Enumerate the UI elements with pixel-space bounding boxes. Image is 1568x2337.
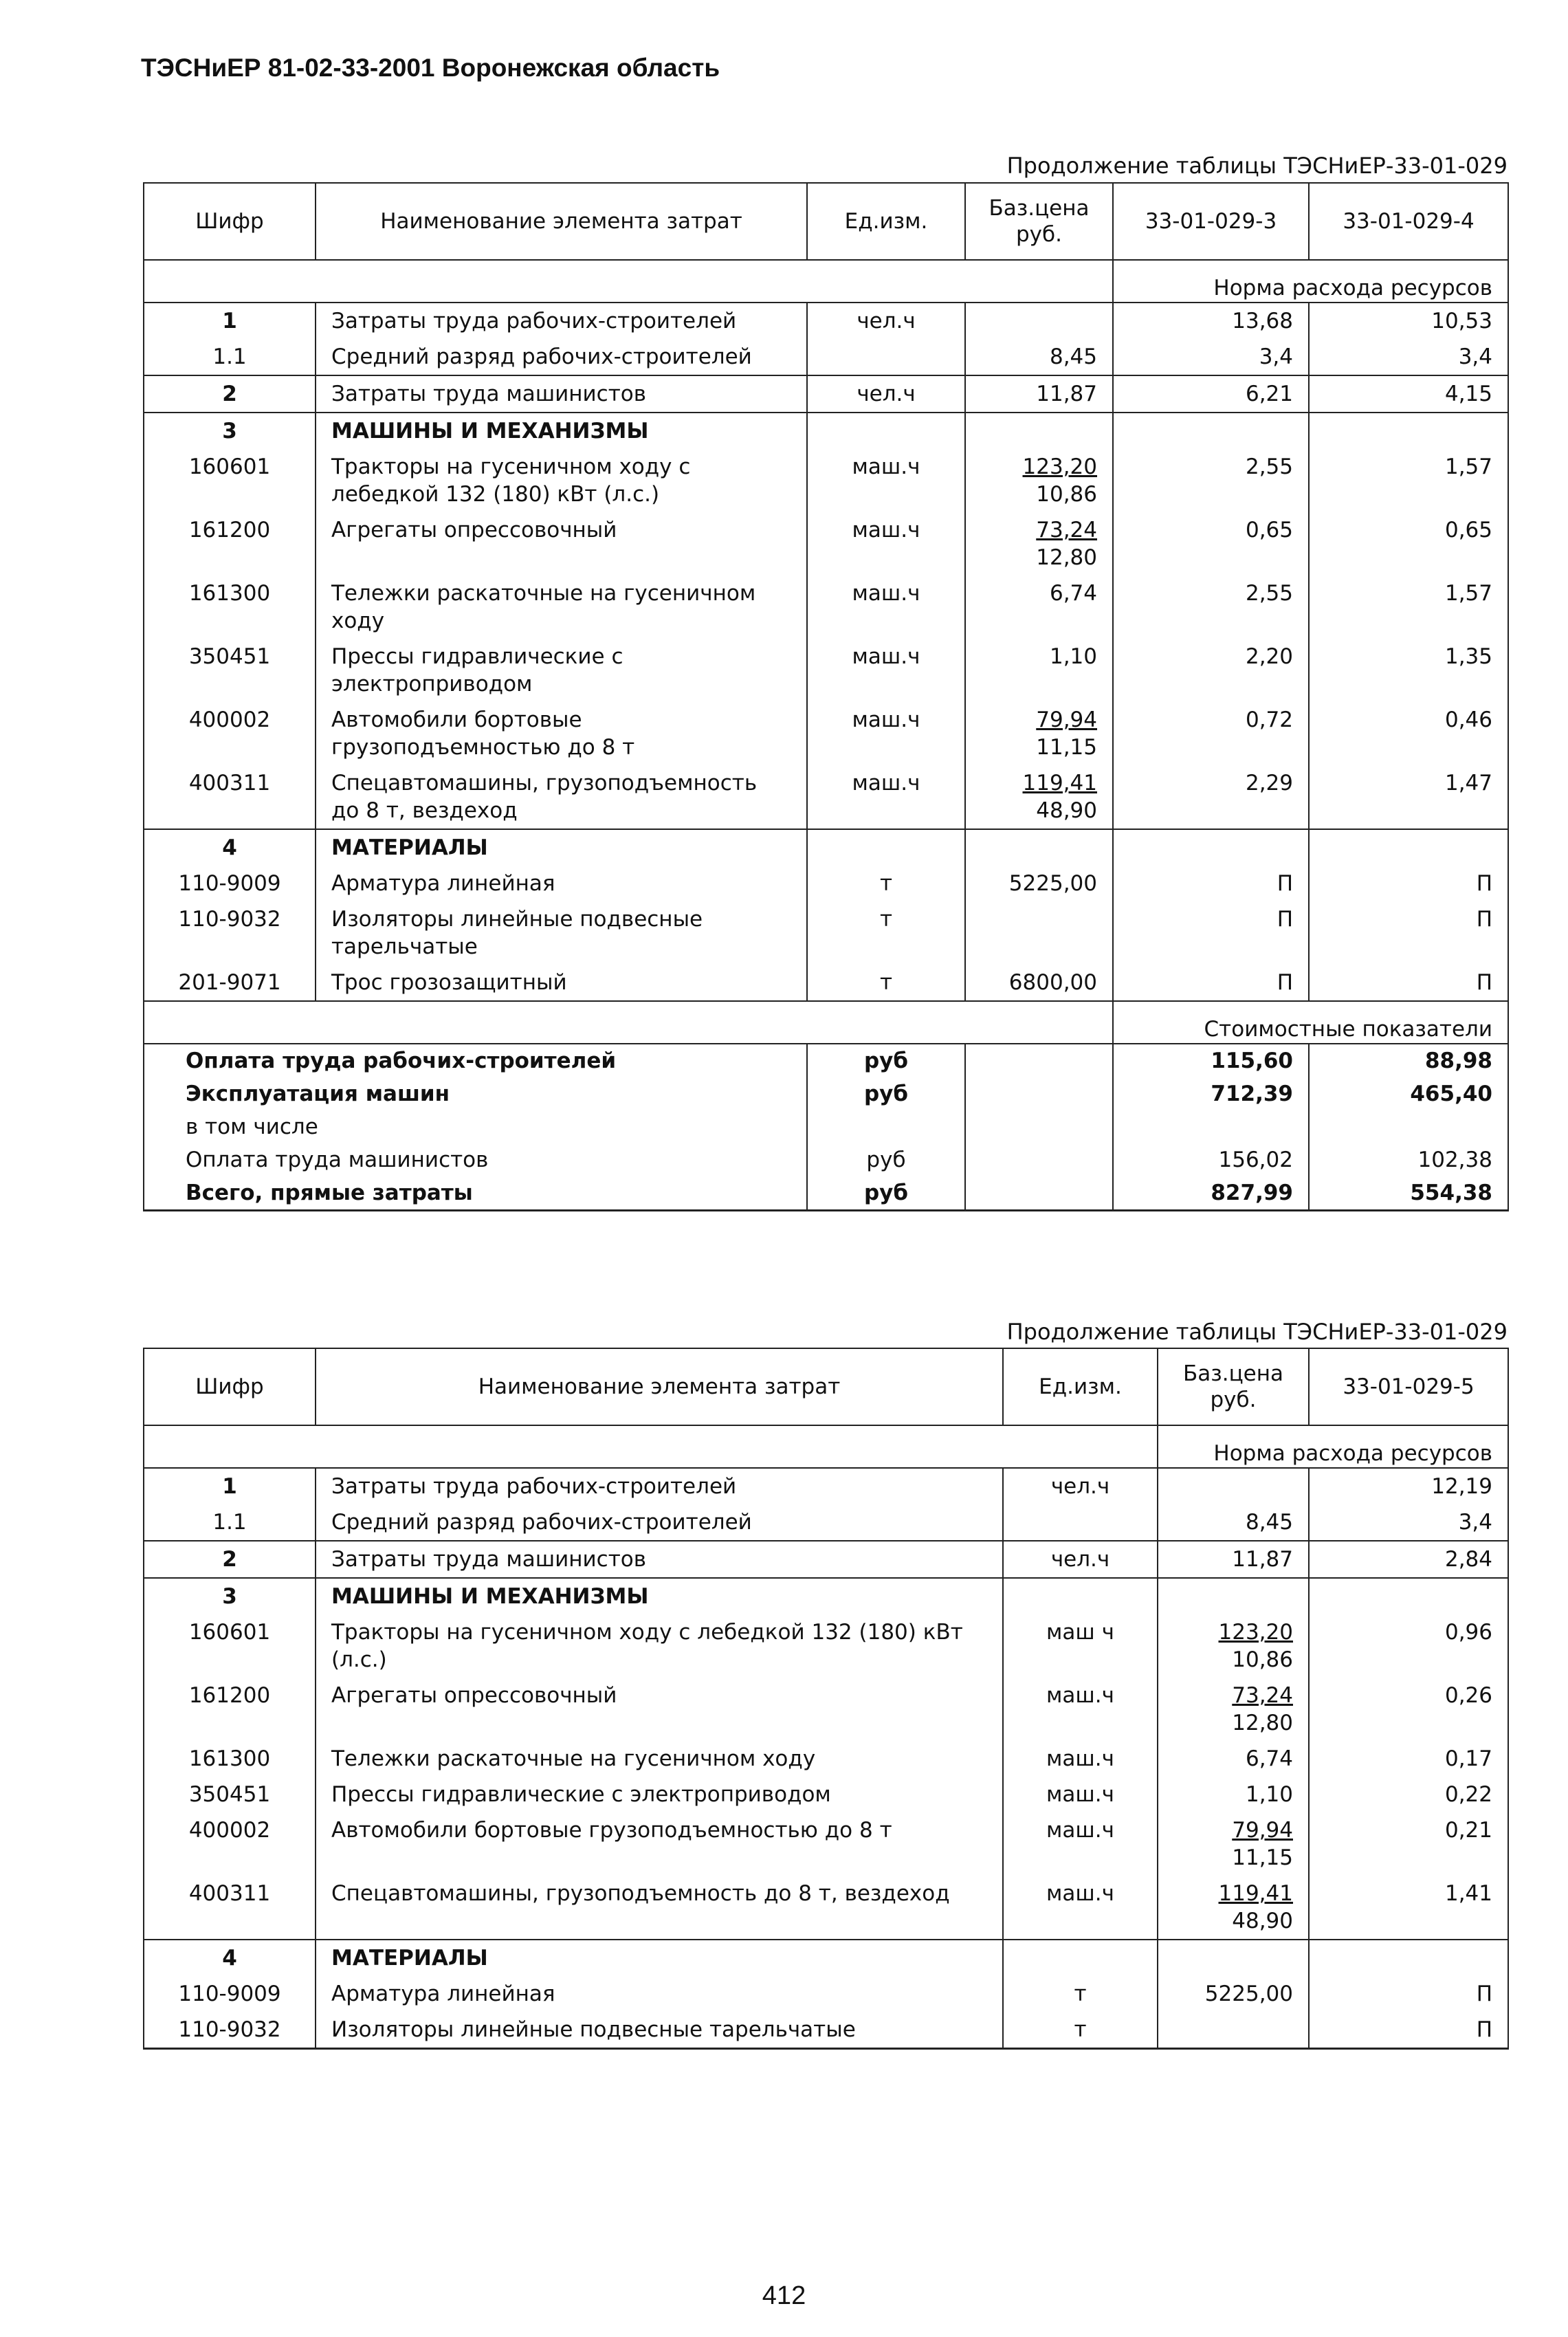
table2-continuation-caption: Продолжение таблицы ТЭСНиЕР-33-01-029 xyxy=(1006,1319,1508,1345)
norm-value-v1: 0,96 xyxy=(1309,1614,1508,1678)
resource-name: Арматура линейная xyxy=(316,1976,1003,2012)
cost-spacer xyxy=(144,1001,1113,1044)
norm-value-v1: 0,22 xyxy=(1309,1777,1508,1812)
table-row xyxy=(144,702,1508,765)
unit-cell: т xyxy=(807,866,965,901)
resource-code: 350451 xyxy=(144,1777,316,1812)
table-row xyxy=(144,1876,1508,1940)
norm-value-v1: 0,17 xyxy=(1309,1741,1508,1777)
resource-name: Трос грозозащитный xyxy=(316,965,807,1001)
unit-cell: т xyxy=(807,965,965,1001)
column-header: Наименование элемента затрат xyxy=(316,183,807,260)
norm-value-v1: 2,84 xyxy=(1309,1541,1508,1578)
norm-value-v2 xyxy=(1309,413,1508,449)
norm-value-v2: 0,65 xyxy=(1309,512,1508,575)
cost-price-empty xyxy=(965,1077,1113,1110)
column-header: Наименование элемента затрат xyxy=(316,1348,1003,1425)
norm-value-v2: 3,4 xyxy=(1309,339,1508,375)
base-price-cell xyxy=(1158,1812,1309,1876)
column-header: Ед.изм. xyxy=(807,183,965,260)
column-header: 33-01-029-4 xyxy=(1309,183,1508,260)
table-header-row xyxy=(144,183,1508,260)
norm-value-v1: 0,65 xyxy=(1113,512,1309,575)
norm-value-v1 xyxy=(1113,829,1309,866)
table-row xyxy=(144,339,1508,375)
resource-name: Автомобили бортовые грузоподъемностью до 8 т xyxy=(316,1812,1003,1876)
unit-cell: чел.ч xyxy=(1003,1468,1158,1504)
base-price-cell xyxy=(1158,1741,1309,1777)
norm-value-v1: 1,41 xyxy=(1309,1876,1508,1940)
norm-value-v1 xyxy=(1309,1940,1508,1976)
table-row xyxy=(144,1678,1508,1741)
base-price-value: 73,24 xyxy=(1036,518,1097,542)
resource-code: 161300 xyxy=(144,1741,316,1777)
cost-row xyxy=(144,1143,1508,1176)
table-row xyxy=(144,449,1508,512)
cost-label-row xyxy=(144,1001,1508,1044)
resource-code: 400002 xyxy=(144,1812,316,1876)
cost-unit xyxy=(807,1110,965,1143)
unit-cell: чел.ч xyxy=(1003,1541,1158,1578)
base-price-wage-value: 12,80 xyxy=(1232,1711,1293,1735)
resource-name: Спецавтомашины, грузоподъемность до 8 т, вездеход xyxy=(316,1876,1003,1940)
resource-name: Изоляторы линейные подвесные тарельчатые xyxy=(316,901,807,965)
base-price-cell xyxy=(1158,1940,1309,1976)
resource-name: Спецавтомашины, грузоподъемность до 8 т, вездеход xyxy=(316,765,807,829)
norm-value-v2: 1,47 xyxy=(1309,765,1508,829)
base-price-value: 5225,00 xyxy=(1008,871,1097,896)
table-row xyxy=(144,413,1508,449)
resource-name: МАШИНЫ И МЕХАНИЗМЫ xyxy=(316,1578,1003,1614)
resource-name: Прессы гидравлические с электроприводом xyxy=(316,1777,1003,1812)
resource-name: Затраты труда машинистов xyxy=(316,1541,1003,1578)
base-price-value: 1,10 xyxy=(1245,1782,1293,1807)
unit-cell: маш.ч xyxy=(807,575,965,639)
resource-code: 2 xyxy=(144,375,316,413)
table-row xyxy=(144,1741,1508,1777)
base-price-cell xyxy=(965,303,1113,339)
cost-row xyxy=(144,1110,1508,1143)
table-row xyxy=(144,765,1508,829)
norm-value-v1: 0,72 xyxy=(1113,702,1309,765)
resource-name: Прессы гидравлические с электроприводом xyxy=(316,639,807,702)
resource-code: 350451 xyxy=(144,639,316,702)
base-price-value: 123,20 xyxy=(1218,1620,1293,1645)
resource-name: МАТЕРИАЛЫ xyxy=(316,829,807,866)
unit-cell: т xyxy=(1003,2012,1158,2049)
norm-value-v2: 10,53 xyxy=(1309,303,1508,339)
column-header: Шифр xyxy=(144,183,316,260)
norm-value-v1: 2,20 xyxy=(1113,639,1309,702)
resource-name: Агрегаты опрессовочный xyxy=(316,512,807,575)
base-price-cell xyxy=(1158,1678,1309,1741)
cost-value-v1: 712,39 xyxy=(1113,1077,1309,1110)
table-row xyxy=(144,1812,1508,1876)
table-row xyxy=(144,901,1508,965)
norm-value-v1: 0,26 xyxy=(1309,1678,1508,1741)
cost-name: Всего, прямые затраты xyxy=(144,1176,807,1211)
table-row xyxy=(144,965,1508,1001)
unit-cell xyxy=(807,339,965,375)
cost-label: Стоимостные показатели xyxy=(1113,1001,1508,1044)
table-row xyxy=(144,639,1508,702)
cost-price-empty xyxy=(965,1176,1113,1211)
norm-value-v2: 1,57 xyxy=(1309,575,1508,639)
resource-code: 110-9009 xyxy=(144,866,316,901)
column-header: Ед.изм. xyxy=(1003,1348,1158,1425)
unit-cell: маш.ч xyxy=(807,449,965,512)
resource-name: Изоляторы линейные подвесные тарельчатые xyxy=(316,2012,1003,2049)
base-price-cell xyxy=(1158,1976,1309,2012)
cost-value-v1: 156,02 xyxy=(1113,1143,1309,1176)
document-header: ТЭСНиЕР 81-02-33-2001 Воронежская область xyxy=(141,54,720,82)
resource-code: 161200 xyxy=(144,1678,316,1741)
resource-name: Автомобили бортовые грузоподъемностью до 8 т xyxy=(316,702,807,765)
cost-value-v2: 102,38 xyxy=(1309,1143,1508,1176)
base-price-value: 1,10 xyxy=(1049,644,1097,669)
cost-name: Оплата труда машинистов xyxy=(144,1143,807,1176)
unit-cell: маш.ч xyxy=(1003,1777,1158,1812)
norm-value-v1: П xyxy=(1309,2012,1508,2049)
resource-code: 2 xyxy=(144,1541,316,1578)
base-price-cell xyxy=(965,575,1113,639)
norm-value-v1: П xyxy=(1113,901,1309,965)
base-price-cell xyxy=(1158,1876,1309,1940)
norm-label: Норма расхода ресурсов xyxy=(1158,1425,1508,1468)
cost-row xyxy=(144,1077,1508,1110)
unit-cell: т xyxy=(807,901,965,965)
resource-name: Затраты труда рабочих-строителей xyxy=(316,1468,1003,1504)
column-header: Баз.цена руб. xyxy=(1158,1348,1309,1425)
norm-value-v1 xyxy=(1113,413,1309,449)
table-row xyxy=(144,1614,1508,1678)
page-number: 412 xyxy=(762,2281,806,2310)
base-price-cell xyxy=(965,449,1113,512)
cost-value-v2: 88,98 xyxy=(1309,1044,1508,1077)
resource-code: 110-9032 xyxy=(144,2012,316,2049)
cost-name: Эксплуатация машин xyxy=(144,1077,807,1110)
base-price-cell xyxy=(1158,1578,1309,1614)
column-header: Баз.цена руб. xyxy=(965,183,1113,260)
base-price-wage-value: 10,86 xyxy=(1036,482,1097,507)
resource-code: 110-9032 xyxy=(144,901,316,965)
base-price-cell xyxy=(1158,1504,1309,1541)
unit-cell xyxy=(1003,1940,1158,1976)
resource-name: МАТЕРИАЛЫ xyxy=(316,1940,1003,1976)
norm-value-v1: 3,4 xyxy=(1113,339,1309,375)
cost-value-v2: 465,40 xyxy=(1309,1077,1508,1110)
table-row xyxy=(144,512,1508,575)
norm-value-v1: 2,55 xyxy=(1113,449,1309,512)
cost-value-v1 xyxy=(1113,1110,1309,1143)
base-price-value: 79,94 xyxy=(1232,1818,1293,1843)
norm-value-v1: 6,21 xyxy=(1113,375,1309,413)
table-row xyxy=(144,1468,1508,1504)
norm-value-v1: П xyxy=(1309,1976,1508,2012)
unit-cell: маш ч xyxy=(1003,1614,1158,1678)
base-price-value: 6800,00 xyxy=(1008,970,1097,995)
column-header: 33-01-029-5 xyxy=(1309,1348,1508,1425)
table-row xyxy=(144,1541,1508,1578)
cost-value-v2 xyxy=(1309,1110,1508,1143)
cost-value-v1: 115,60 xyxy=(1113,1044,1309,1077)
base-price-cell xyxy=(965,375,1113,413)
base-price-value: 123,20 xyxy=(1022,454,1097,479)
unit-cell: маш.ч xyxy=(1003,1678,1158,1741)
resource-code: 161200 xyxy=(144,512,316,575)
base-price-cell xyxy=(965,765,1113,829)
resource-code: 1.1 xyxy=(144,339,316,375)
base-price-cell xyxy=(965,901,1113,965)
resource-name: Средний разряд рабочих-строителей xyxy=(316,1504,1003,1541)
unit-cell xyxy=(807,829,965,866)
base-price-value: 11,87 xyxy=(1232,1547,1293,1572)
resource-code: 400311 xyxy=(144,1876,316,1940)
base-price-wage-value: 48,90 xyxy=(1036,798,1097,823)
base-price-cell xyxy=(965,702,1113,765)
base-price-cell xyxy=(1158,2012,1309,2049)
base-price-wage-value: 11,15 xyxy=(1036,735,1097,760)
norm-value-v1 xyxy=(1309,1578,1508,1614)
table-row xyxy=(144,1976,1508,2012)
resource-table-1 xyxy=(143,182,1509,1211)
resource-code: 110-9009 xyxy=(144,1976,316,2012)
base-price-cell xyxy=(1158,1777,1309,1812)
base-price-cell xyxy=(965,965,1113,1001)
table-row xyxy=(144,829,1508,866)
base-price-wage-value: 48,90 xyxy=(1232,1909,1293,1933)
cost-price-empty xyxy=(965,1143,1113,1176)
base-price-value: 11,87 xyxy=(1036,382,1097,406)
norm-value-v1: П xyxy=(1113,866,1309,901)
table-header-row xyxy=(144,1348,1508,1425)
base-price-wage-value: 10,86 xyxy=(1232,1647,1293,1672)
table-row xyxy=(144,866,1508,901)
norm-value-v2 xyxy=(1309,829,1508,866)
resource-code: 3 xyxy=(144,1578,316,1614)
norm-value-v1: 12,19 xyxy=(1309,1468,1508,1504)
norm-label-row xyxy=(144,260,1508,303)
resource-name: Агрегаты опрессовочный xyxy=(316,1678,1003,1741)
cost-unit: руб xyxy=(807,1143,965,1176)
cost-value-v2: 554,38 xyxy=(1309,1176,1508,1211)
base-price-value: 79,94 xyxy=(1036,707,1097,732)
resource-code: 1.1 xyxy=(144,1504,316,1541)
unit-cell: маш.ч xyxy=(807,702,965,765)
base-price-cell xyxy=(965,339,1113,375)
base-price-cell xyxy=(965,866,1113,901)
norm-value-v1: 0,21 xyxy=(1309,1812,1508,1876)
base-price-value: 6,74 xyxy=(1245,1746,1293,1771)
norm-value-v2: П xyxy=(1309,866,1508,901)
norm-value-v2: П xyxy=(1309,965,1508,1001)
resource-name: Тракторы на гусеничном ходу с лебедкой 132 (180) кВт (л.с.) xyxy=(316,1614,1003,1678)
norm-value-v2: 4,15 xyxy=(1309,375,1508,413)
norm-value-v2: П xyxy=(1309,901,1508,965)
unit-cell xyxy=(807,413,965,449)
base-price-cell xyxy=(965,512,1113,575)
base-price-wage-value: 11,15 xyxy=(1232,1845,1293,1870)
base-price-cell xyxy=(965,829,1113,866)
norm-value-v2: 1,57 xyxy=(1309,449,1508,512)
base-price-cell xyxy=(1158,1468,1309,1504)
base-price-value: 73,24 xyxy=(1232,1683,1293,1708)
norm-value-v1: 2,29 xyxy=(1113,765,1309,829)
norm-spacer xyxy=(144,1425,1158,1468)
base-price-value: 5225,00 xyxy=(1204,1982,1293,2006)
resource-code: 1 xyxy=(144,1468,316,1504)
resource-code: 4 xyxy=(144,1940,316,1976)
norm-value-v2: 1,35 xyxy=(1309,639,1508,702)
resource-code: 3 xyxy=(144,413,316,449)
table-row xyxy=(144,1940,1508,1976)
cost-unit: руб xyxy=(807,1176,965,1211)
unit-cell: чел.ч xyxy=(807,375,965,413)
base-price-value: 119,41 xyxy=(1022,771,1097,796)
unit-cell xyxy=(1003,1578,1158,1614)
base-price-value: 6,74 xyxy=(1049,581,1097,606)
base-price-cell xyxy=(1158,1541,1309,1578)
cost-unit: руб xyxy=(807,1077,965,1110)
norm-label: Норма расхода ресурсов xyxy=(1113,260,1508,303)
resource-code: 400311 xyxy=(144,765,316,829)
cost-price-empty xyxy=(965,1044,1113,1077)
base-price-value: 119,41 xyxy=(1218,1881,1293,1906)
table-row xyxy=(144,303,1508,339)
table-row xyxy=(144,1777,1508,1812)
unit-cell: маш.ч xyxy=(1003,1812,1158,1876)
resource-code: 400002 xyxy=(144,702,316,765)
unit-cell: чел.ч xyxy=(807,303,965,339)
table-row xyxy=(144,1504,1508,1541)
resource-name: Тележки раскаточные на гусеничном ходу xyxy=(316,575,807,639)
cost-name: в том числе xyxy=(144,1110,807,1143)
cost-row xyxy=(144,1176,1508,1211)
base-price-value: 8,45 xyxy=(1245,1510,1293,1535)
unit-cell: маш.ч xyxy=(1003,1741,1158,1777)
norm-label-row xyxy=(144,1425,1508,1468)
table-row xyxy=(144,1578,1508,1614)
resource-code: 160601 xyxy=(144,1614,316,1678)
cost-name: Оплата труда рабочих-строителей xyxy=(144,1044,807,1077)
resource-table-2 xyxy=(143,1348,1509,2050)
table-row xyxy=(144,575,1508,639)
resource-name: Средний разряд рабочих-строителей xyxy=(316,339,807,375)
column-header: 33-01-029-3 xyxy=(1113,183,1309,260)
table-row xyxy=(144,2012,1508,2049)
resource-name: МАШИНЫ И МЕХАНИЗМЫ xyxy=(316,413,807,449)
resource-name: Арматура линейная xyxy=(316,866,807,901)
table1-continuation-caption: Продолжение таблицы ТЭСНиЕР-33-01-029 xyxy=(1006,153,1508,179)
norm-value-v1: П xyxy=(1113,965,1309,1001)
resource-code: 160601 xyxy=(144,449,316,512)
unit-cell xyxy=(1003,1504,1158,1541)
unit-cell: т xyxy=(1003,1976,1158,2012)
unit-cell: маш.ч xyxy=(807,639,965,702)
cost-value-v1: 827,99 xyxy=(1113,1176,1309,1211)
resource-name: Тракторы на гусеничном ходу с лебедкой 132 (180) кВт (л.с.) xyxy=(316,449,807,512)
cost-row xyxy=(144,1044,1508,1077)
cost-price-empty xyxy=(965,1110,1113,1143)
resource-code: 1 xyxy=(144,303,316,339)
base-price-wage-value: 12,80 xyxy=(1036,545,1097,570)
cost-unit: руб xyxy=(807,1044,965,1077)
base-price-cell xyxy=(965,413,1113,449)
unit-cell: маш.ч xyxy=(807,765,965,829)
base-price-value: 8,45 xyxy=(1049,344,1097,369)
norm-value-v1: 13,68 xyxy=(1113,303,1309,339)
column-header: Шифр xyxy=(144,1348,316,1425)
table-row xyxy=(144,375,1508,413)
unit-cell: маш.ч xyxy=(807,512,965,575)
norm-value-v2: 0,46 xyxy=(1309,702,1508,765)
resource-name: Затраты труда машинистов xyxy=(316,375,807,413)
base-price-cell xyxy=(965,639,1113,702)
resource-name: Тележки раскаточные на гусеничном ходу xyxy=(316,1741,1003,1777)
norm-value-v1: 3,4 xyxy=(1309,1504,1508,1541)
resource-code: 161300 xyxy=(144,575,316,639)
resource-name: Затраты труда рабочих-строителей xyxy=(316,303,807,339)
norm-spacer xyxy=(144,260,1113,303)
unit-cell: маш.ч xyxy=(1003,1876,1158,1940)
base-price-cell xyxy=(1158,1614,1309,1678)
norm-value-v1: 2,55 xyxy=(1113,575,1309,639)
resource-code: 201-9071 xyxy=(144,965,316,1001)
resource-code: 4 xyxy=(144,829,316,866)
